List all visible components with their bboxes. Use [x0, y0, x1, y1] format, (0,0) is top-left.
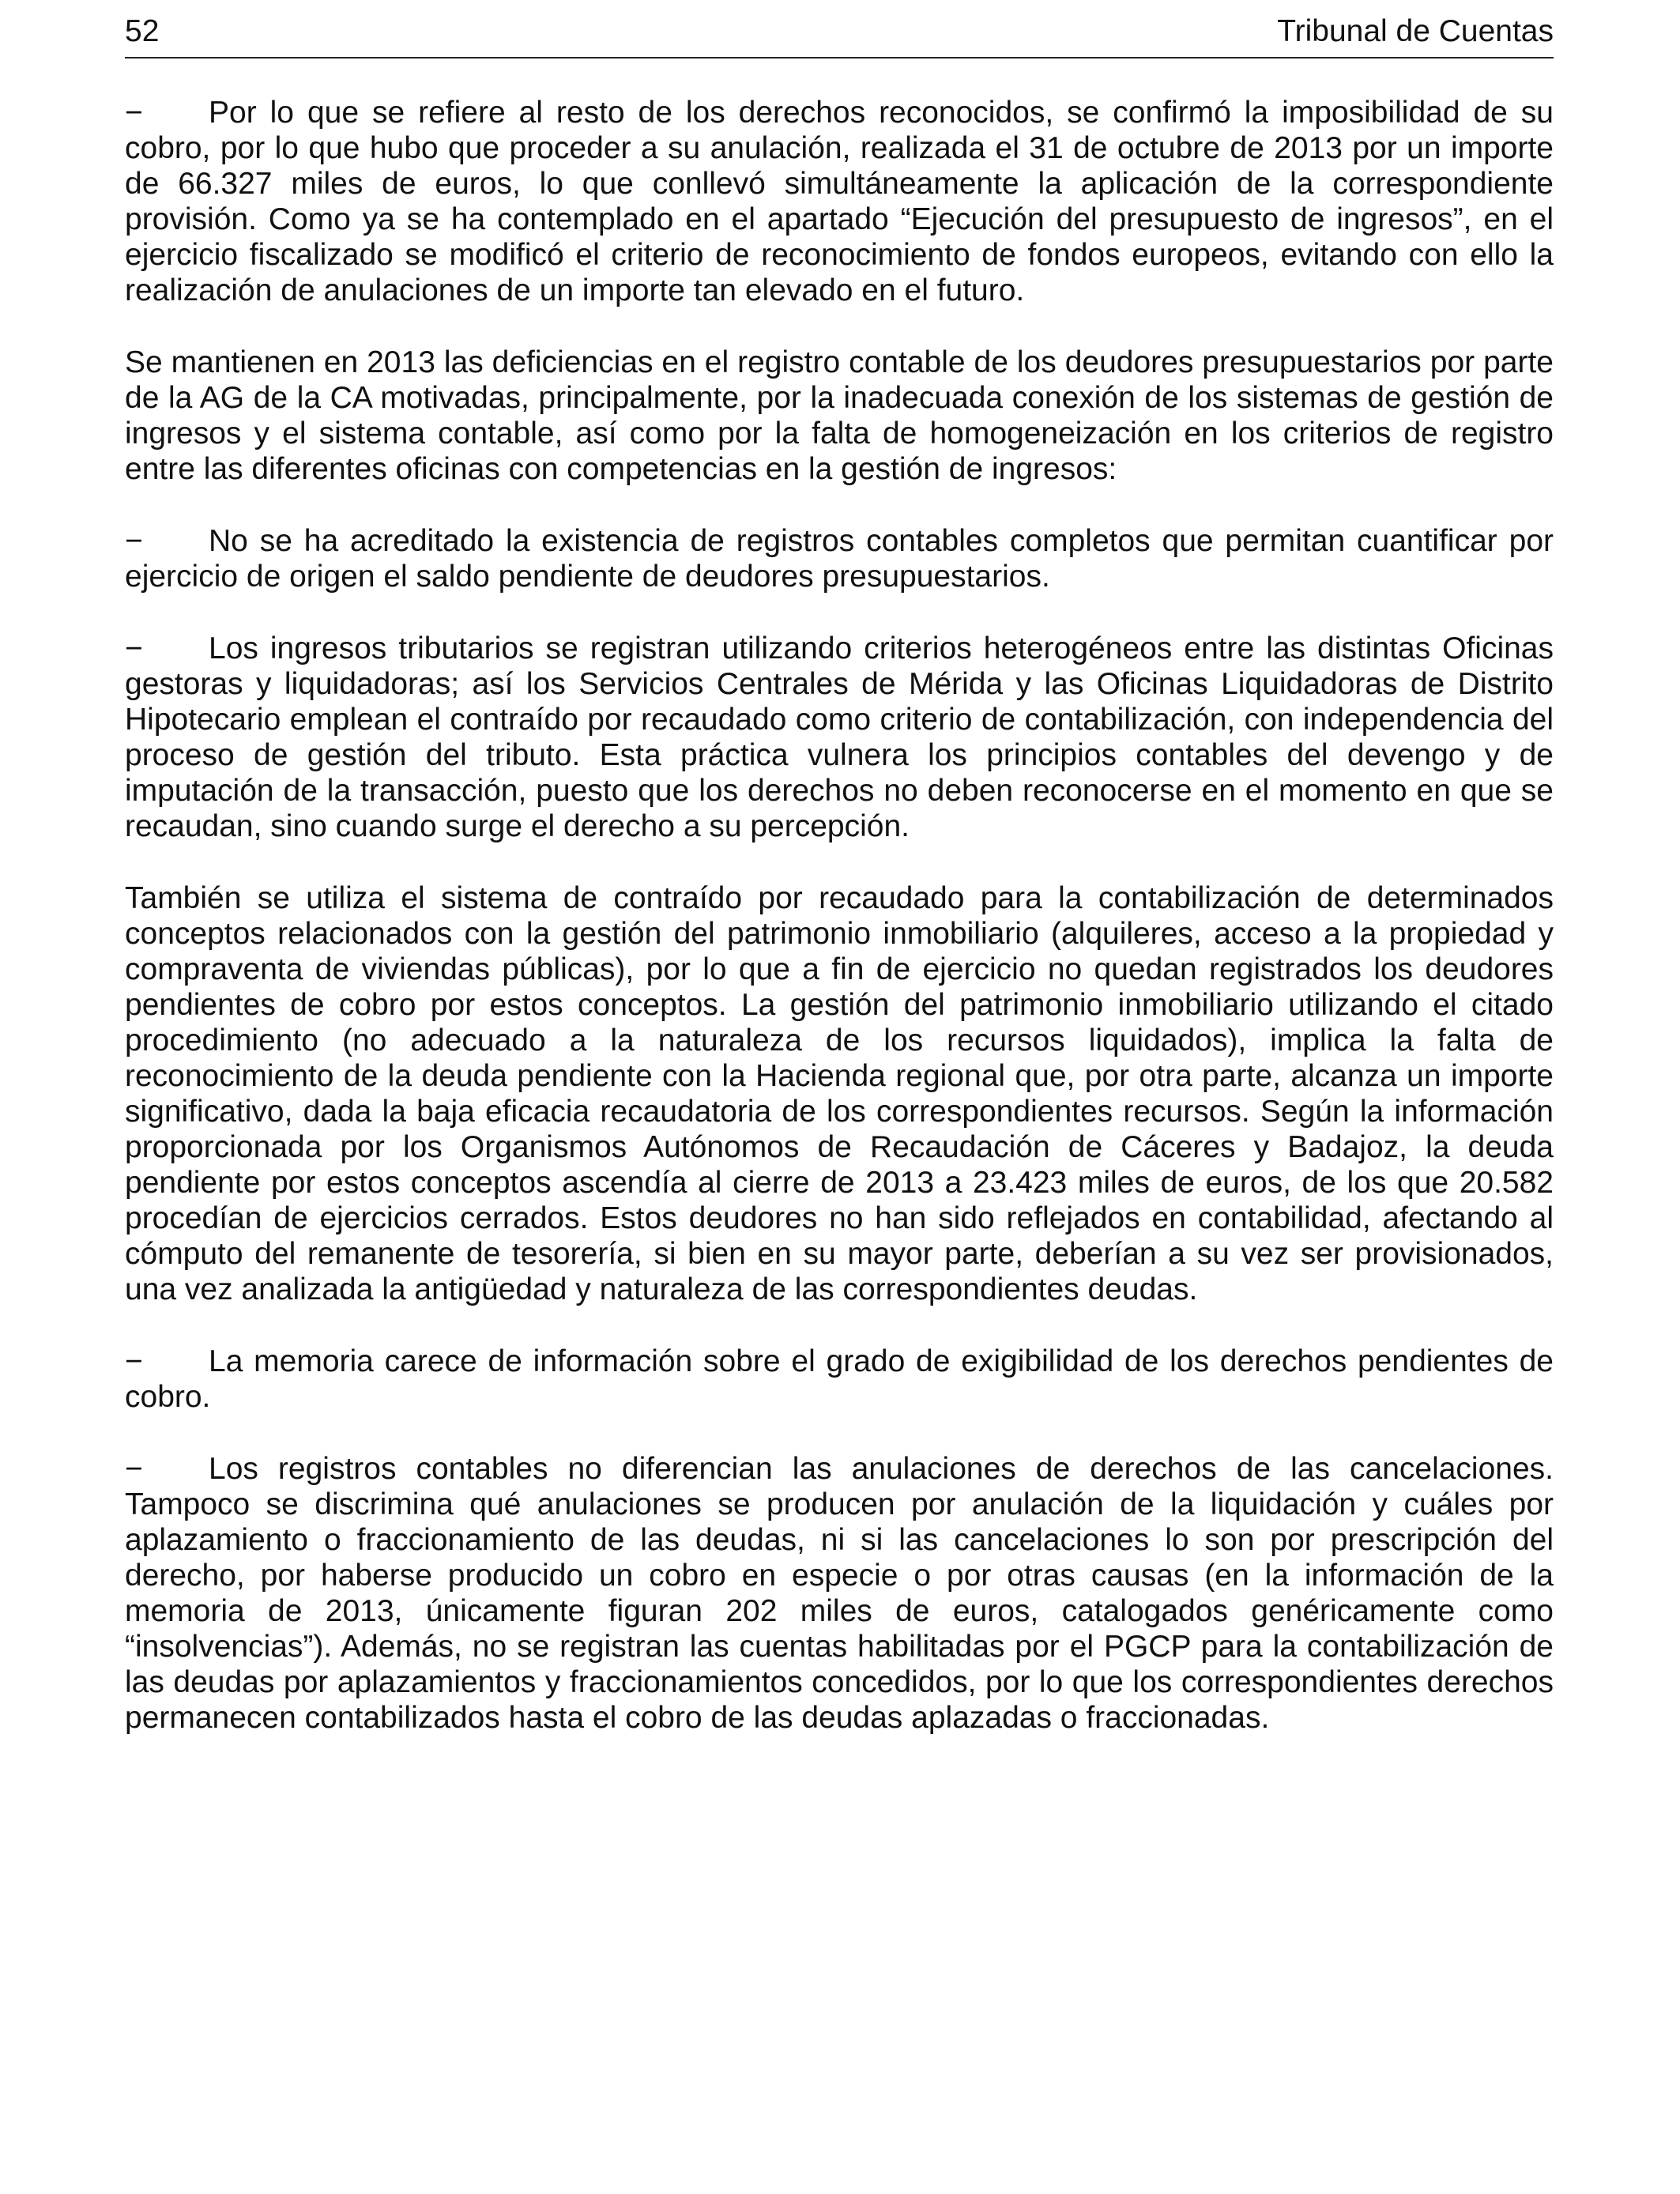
paragraph-text: Se mantienen en 2013 las deficiencias en el registro contable de los deudores presupuestarios por parte de la AG de la CA motivadas, principalmente, por la inadecuada conexión de los sistemas de gestión de ingresos y el sistema contable, así como por la falta de homogeneización en los criterios de registro entre las diferentes oficinas con competencias en la gestión de ingresos:: [125, 345, 1554, 486]
dash-bullet: −: [125, 1344, 143, 1378]
dash-bullet: −: [125, 1452, 143, 1486]
paragraph-text: También se utiliza el sistema de contraído por recaudado para la contabilización de determinados conceptos relacionados con la gestión del patrimonio inmobiliario (alquileres, acceso a la propiedad y compraventa de viviendas públicas), por lo que a fin de ejercicio no quedan registrados los deudores pendientes de cobro por estos conceptos. La gestión del patrimonio inmobiliario utilizando el citado procedimiento (no adecuado a la naturaleza de los recursos liquidados), implica la falta de reconocimiento de la deuda pendiente con la Hacienda regional que, por otra parte, alcanza un importe significativo, dada la baja eficacia recaudatoria de los correspondientes recursos. Según la información proporcionada por los Organismos Autónomos de Recaudación de Cáceres y Badajoz, la deuda pendiente por estos conceptos ascendía al cierre de 2013 a 23.423 miles de euros, de los que 20.582 procedían de ejercicios cerrados. Estos deudores no han sido reflejados en contabilidad, afectando al cómputo del remanente de tesorería, si bien en su mayor parte, deberían a su vez ser provisionados, una vez analizada la antigüedad y naturaleza de las correspondientes deudas.: [125, 881, 1554, 1306]
bullet-paragraph: [125, 1451, 1554, 1736]
paragraph-text: La memoria carece de información sobre el grado de exigibilidad de los derechos pendientes de cobro.: [125, 1344, 1554, 1414]
bullet-paragraph: [125, 95, 1554, 308]
dash-bullet: −: [125, 631, 143, 665]
page-header: [125, 6, 1554, 58]
dash-bullet: −: [125, 96, 143, 130]
paragraph-text: Los ingresos tributarios se registran utilizando criterios heterogéneos entre las distintas Oficinas gestoras y liquidadoras; así los Servicios Centrales de Mérida y las Oficinas Liquidadoras de Distrito Hipotecario emplean el contraído por recaudado como criterio de contabilización, con independencia del proceso de gestión del tributo. Esta práctica vulnera los principios contables del devengo y de imputación de la transacción, puesto que los derechos no deben reconocerse en el momento en que se recaudan, sino cuando surge el derecho a su percepción.: [125, 631, 1554, 843]
paragraph-text: No se ha acreditado la existencia de registros contables completos que permitan cuantificar por ejercicio de origen el saldo pendiente de deudores presupuestarios.: [125, 524, 1554, 594]
document-body: [125, 95, 1554, 1736]
bullet-paragraph: [125, 523, 1554, 594]
bullet-paragraph: [125, 1344, 1554, 1415]
body-paragraph: [125, 345, 1554, 487]
bullet-paragraph: [125, 631, 1554, 844]
page-number: 52: [125, 14, 160, 48]
document-page: [125, 0, 1554, 1772]
paragraph-text: Los registros contables no diferencian las anulaciones de derechos de las cancelaciones. Tampoco se discrimina qué anulaciones se producen por anulación de la liquidación y cuáles por aplazamiento o fraccionamiento de las deudas, ni si las cancelaciones lo son por prescripción del derecho, por haberse producido un cobro en especie o por otras causas (en la información de la memoria de 2013, únicamente figuran 202 miles de euros, catalogados genéricamente como “insolvencias”). Además, no se registran las cuentas habilitadas por el PGCP para la contabilización de las deudas por aplazamientos y fraccionamientos concedidos, por lo que los correspondientes derechos permanecen contabilizados hasta el cobro de las deudas aplazadas o fraccionadas.: [125, 1452, 1554, 1735]
body-paragraph: [125, 880, 1554, 1307]
paragraph-text: Por lo que se refiere al resto de los derechos reconocidos, se confirmó la imposibilidad de su cobro, por lo que hubo que proceder a su anulación, realizada el 31 de octubre de 2013 por un importe de 66.327 miles de euros, lo que conllevó simultáneamente la aplicación de la correspondiente provisión. Como ya se ha contemplado en el apartado “Ejecución del presupuesto de ingresos”, en el ejercicio fiscalizado se modificó el criterio de reconocimiento de fondos europeos, evitando con ello la realización de anulaciones de un importe tan elevado en el futuro.: [125, 96, 1554, 307]
header-title: Tribunal de Cuentas: [1277, 14, 1554, 48]
dash-bullet: −: [125, 524, 143, 558]
